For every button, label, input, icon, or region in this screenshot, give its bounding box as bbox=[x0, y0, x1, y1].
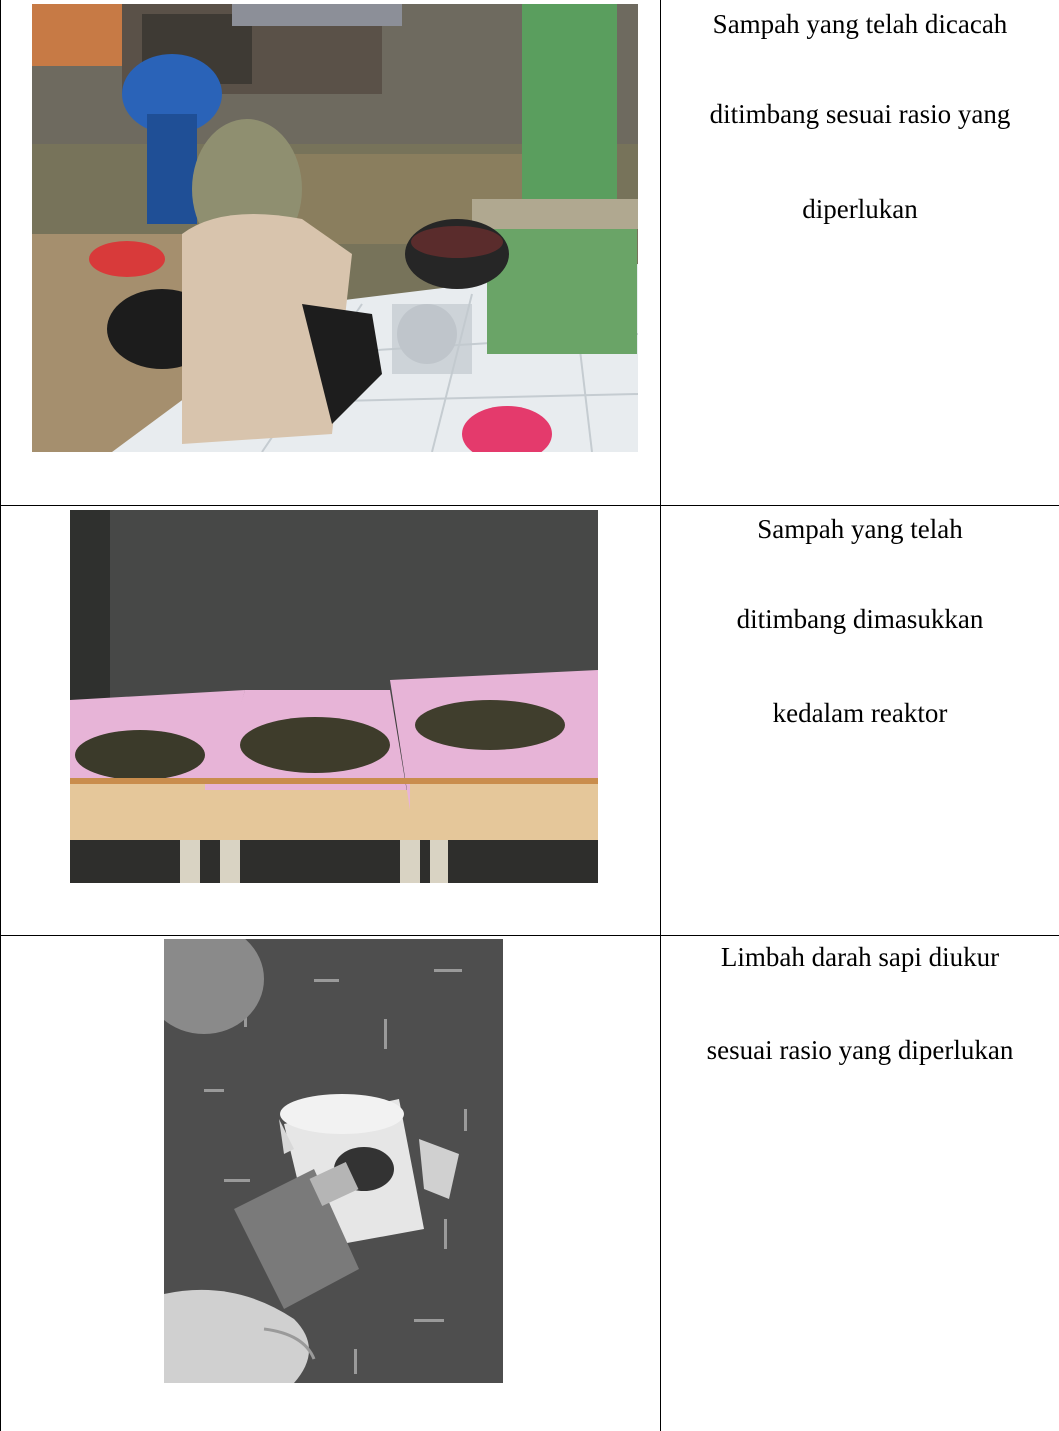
caption-line: ditimbang dimasukkan bbox=[736, 604, 984, 634]
caption-line: Limbah darah sapi diukur bbox=[720, 942, 1000, 972]
photo-weighing-waste bbox=[32, 4, 638, 452]
photo-measuring-blood-waste bbox=[164, 939, 503, 1383]
photo-compost-reactors bbox=[70, 510, 598, 883]
photo-cell bbox=[1, 506, 660, 935]
photo-cell bbox=[1, 0, 660, 505]
caption-line: diperlukan bbox=[802, 194, 918, 224]
caption-cell bbox=[661, 506, 1059, 935]
caption-line: sesuai rasio yang diperlukan bbox=[706, 1035, 1014, 1065]
caption-cell bbox=[661, 936, 1059, 1431]
photo-cell bbox=[1, 936, 660, 1431]
caption-line: Sampah yang telah bbox=[757, 514, 963, 544]
table-row bbox=[0, 0, 1059, 505]
caption-line: Sampah yang telah dicacah bbox=[712, 9, 1008, 39]
table-row bbox=[0, 936, 1059, 1431]
caption-cell bbox=[661, 0, 1059, 505]
table-row bbox=[0, 506, 1059, 935]
caption-line: ditimbang sesuai rasio yang bbox=[709, 99, 1011, 129]
caption-line: kedalam reaktor bbox=[772, 698, 948, 728]
